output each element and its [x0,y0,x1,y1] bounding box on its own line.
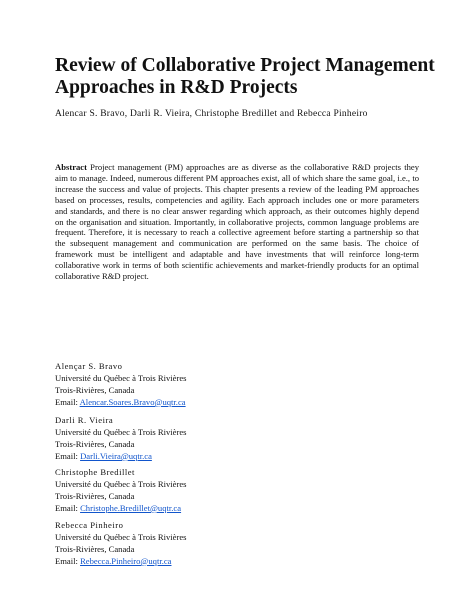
email-link[interactable]: Alencar.Soares.Bravo@uqtr.ca [79,396,186,407]
paper-title [55,55,435,99]
author-list: Alencar S. Bravo, Darli R. Vieira, Christophe Bredillet and Rebecca Pinheiro [55,109,368,119]
email-link[interactable]: Darli.Vieira@uqtr.ca [80,450,152,461]
affiliation-block [55,467,355,515]
email-link[interactable]: Rebecca.Pinheiro@uqtr.ca [80,555,172,566]
affiliation-institution: Université du Québec à Trois Rivières [55,478,187,489]
affiliation-location: Trois-Rivières, Canada [55,490,135,501]
abstract-label: Abstract [55,162,87,172]
email-prefix: Email: [55,396,80,407]
affiliation-block [55,361,355,409]
affiliation-institution: Université du Québec à Trois Rivières [55,372,187,383]
abstract [55,162,419,282]
affiliation-author-name: Alençar S. Bravo [55,361,123,371]
affiliation-author-name: Rebecca Pinheiro [55,520,124,530]
title-line-1: Review of Collaborative Project Management [55,55,435,76]
title-line-2: Approaches in R&D Projects [55,77,298,98]
email-prefix: Email: [55,502,81,513]
affiliation-block [55,415,355,463]
affiliation-institution: Université du Québec à Trois Rivières [55,426,187,437]
affiliation-location: Trois-Rivières, Canada [55,384,135,395]
affiliation-author-name: Christophe Bredillet [55,467,135,477]
affiliation-email-line [55,556,355,568]
email-prefix: Email: [55,450,81,461]
affiliation-location: Trois-Rivières, Canada [55,438,135,449]
email-link[interactable]: Christophe.Bredillet@uqtr.ca [80,502,182,513]
affiliation-email-line [55,451,355,463]
affiliation-location: Trois-Rivières, Canada [55,543,135,554]
affiliation-email-line [55,503,355,515]
affiliation-block [55,520,355,568]
affiliation-institution: Université du Québec à Trois Rivières [55,531,187,542]
affiliation-author-name: Darli R. Vieira [55,415,114,425]
email-prefix: Email: [55,555,81,566]
affiliation-email-line [55,397,355,409]
abstract-text: Project management (PM) approaches are as diverse as the collaborative R&D projects they aim to manage. Indeed, numerous different PM approaches exist, all of which share the same goal, i.e., to increase the success and value of projects. This chapter presents a review of the leading PM approaches based on processes, results, competencies and agility. Each approach includes one or more parameters and standards, and there is no clear answer regarding which approach, as their outcomes highly depend on the organisation and situation. Importantly, in collaborative projects, common language problems are frequent. Therefore, it is necessary to reach a collective agreement before starting a partnership so that the subsequent management and communication are performed on the same basis. The choice of framework must be intelligent and adaptable and have investments that will reinforce long-term collaborative work in terms of both scientific achievements and market-friendly products for an optimal collaborative R&D project. [55,162,419,282]
